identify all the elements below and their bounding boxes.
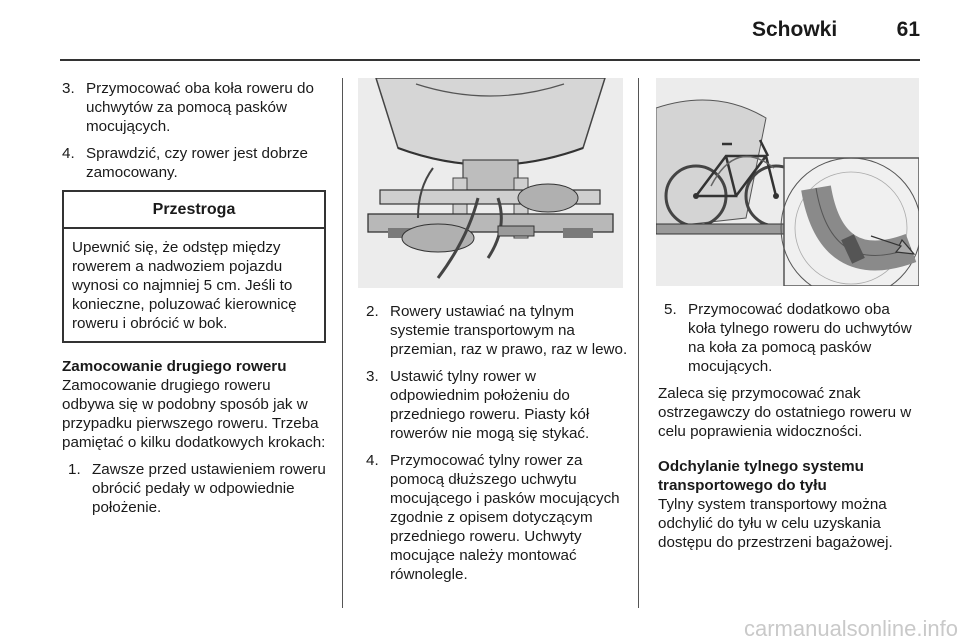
warning-title: Przestroga	[64, 192, 324, 229]
warning-body: Upewnić się, że odstęp między rowerem a nadwoziem pojazdu wynosi co najmniej 5 cm. Jeśli to konieczne, poluzować kierownicę roweru i obrócić w bok.	[72, 239, 297, 332]
bike-carrier-top-view-illustration	[358, 78, 623, 288]
step-text: Przymocować oba koła roweru do uchwytów za pomocą pasków mocujących.	[86, 80, 314, 135]
step-number: 3.	[62, 80, 75, 97]
step-number: 3.	[366, 368, 379, 385]
list-item	[366, 367, 628, 443]
warning-box	[62, 190, 326, 343]
step-number: 4.	[366, 452, 379, 469]
column-divider-right	[638, 78, 639, 608]
list-item	[62, 79, 326, 136]
list-item	[62, 144, 326, 182]
step-text: Przymocować dodatkowo oba koła tylnego roweru do uchwytów na koła za pomocą pasków mocujących.	[688, 301, 912, 375]
steps-list	[62, 460, 326, 517]
section-heading: Zamocowanie drugiego roweru	[62, 358, 287, 375]
bike-wheel-strap-illustration	[656, 78, 919, 286]
step-number: 2.	[366, 303, 379, 320]
step-number: 5.	[664, 301, 677, 318]
step-number: 1.	[68, 461, 81, 478]
list-item	[366, 302, 628, 359]
step-text: Sprawdzić, czy rower jest dobrze zamocowany.	[86, 145, 308, 181]
paragraph: Zamocowanie drugiego roweru odbywa się w podobny sposób jak w przypadku pierwszego roweru. Trzeba pamiętać o kilku dodatkowych krokach:	[62, 377, 326, 451]
list-item	[664, 300, 920, 376]
right-column	[658, 300, 920, 560]
list-item	[366, 451, 628, 584]
step-text: Przymocować tylny rower za pomocą dłuższego uchwytu mocującego i pasków mocujących zgodnie z opisem dotyczącym przedniego roweru. Uchwyty mocujące należy montować równolegle.	[390, 452, 620, 583]
watermark: carmanualsonline.info	[743, 616, 958, 641]
steps-list	[658, 300, 920, 376]
paragraph: Tylny system transportowy można odchylić do tyłu w celu uzyskania dostępu do przestrzeni bagażowej.	[658, 496, 893, 551]
steps-list	[62, 79, 326, 182]
column-divider-left	[342, 78, 343, 608]
step-number: 4.	[62, 145, 75, 162]
steps-list	[366, 302, 628, 584]
section-heading: Odchylanie tylnego systemu transportowego do tyłu	[658, 458, 864, 494]
step-text: Ustawić tylny rower w odpowiednim położeniu do przedniego roweru. Piasty kół rowerów nie mogą się stykać.	[390, 368, 590, 442]
middle-column	[366, 302, 628, 592]
page-title: Schowki	[752, 18, 838, 41]
page-number: 61	[896, 18, 920, 41]
left-column	[62, 79, 326, 525]
step-text: Rowery ustawiać na tylnym systemie transportowym na przemian, raz w prawo, raz w lewo.	[390, 303, 628, 358]
list-item	[68, 460, 326, 517]
header-rule	[60, 59, 920, 61]
paragraph: Zaleca się przymocować znak ostrzegawczy do ostatniego roweru w celu poprawienia widoczności.	[658, 385, 912, 440]
step-text: Zawsze przed ustawieniem roweru obrócić pedały w odpowiednie położenie.	[92, 461, 326, 516]
